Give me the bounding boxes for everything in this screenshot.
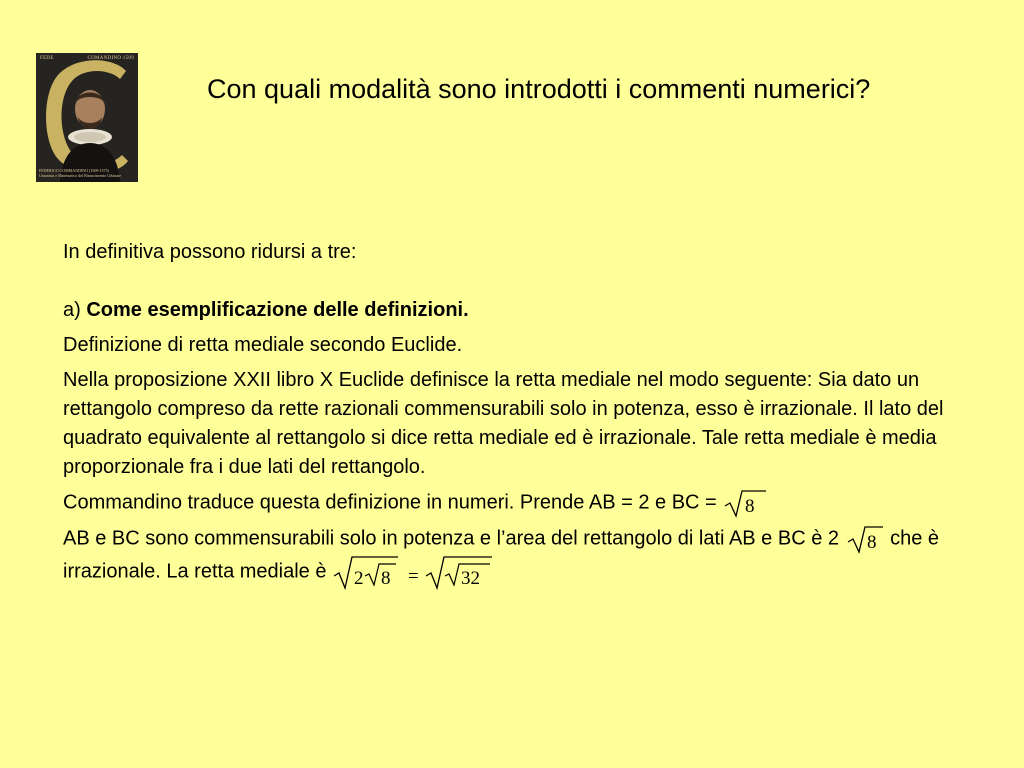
paragraph-commandino-text: Commandino traduce questa definizione in numeri. Prende AB = 2 e BC = bbox=[63, 491, 717, 514]
logo-caption-line2: Umanista e Matematico del Rinascimento Urbinate bbox=[39, 173, 122, 178]
portrait-image bbox=[36, 53, 138, 182]
sqrt-radical-icon bbox=[722, 488, 768, 518]
logo-top-left-text: FEDE bbox=[40, 56, 54, 61]
item-a-prefix: a) bbox=[63, 299, 81, 321]
intro-text: In definitiva possono ridursi a tre: bbox=[63, 241, 357, 263]
retta-mediale-formula bbox=[332, 554, 494, 590]
rhs-radicand: 32 bbox=[461, 568, 481, 589]
inner-coefficient: 2 bbox=[354, 568, 364, 589]
nested-sqrt-formula bbox=[332, 554, 494, 590]
paragraph-area-text-before: AB e BC sono commensurabili solo in potenza e l’area del rettangolo di lati AB e BC è 2 bbox=[63, 527, 839, 550]
sqrt-radicand: 8 bbox=[745, 496, 755, 517]
logo-top-right-text: COMANDINO 1509 bbox=[87, 56, 134, 61]
paragraph-euclid: Nella proposizione XXII libro X Euclide definisce la retta mediale nel modo seguente: Sia dato un rettangolo compreso da rette razionali commensurabili solo in potenza, esso è irrazionale. Il lato del quadrato equivalente al rettangolo si dice retta mediale ed è irrazionale. Tale retta mediale è media proporzionale fra i due lati del rettangolo. bbox=[63, 369, 944, 478]
item-a-heading: Come esemplificazione delle definizioni. bbox=[86, 299, 469, 321]
paragraph-commandino bbox=[63, 488, 968, 518]
paragraph-area-text-middle: che è irrazionale. La retta mediale è bbox=[63, 527, 940, 583]
logo-caption-line1: FEDERICO COMMANDINO (1509-1575) bbox=[39, 168, 109, 173]
paragraph-definition: Definizione di retta mediale secondo Euclide. bbox=[63, 334, 463, 356]
paragraph-area bbox=[63, 524, 968, 590]
item-a bbox=[63, 296, 968, 325]
sqrt-radical-icon bbox=[845, 524, 885, 554]
sqrt-8-formula bbox=[722, 488, 768, 518]
sqrt-8-formula-2 bbox=[845, 524, 885, 554]
commandino-portrait-logo bbox=[36, 53, 138, 182]
slide-body bbox=[63, 238, 968, 590]
equals-sign: = bbox=[408, 566, 419, 587]
inner-radicand: 8 bbox=[381, 568, 391, 589]
sqrt-radicand: 8 bbox=[866, 532, 877, 553]
slide-title: Con quali modalità sono introdotti i commenti numerici? bbox=[207, 74, 871, 104]
